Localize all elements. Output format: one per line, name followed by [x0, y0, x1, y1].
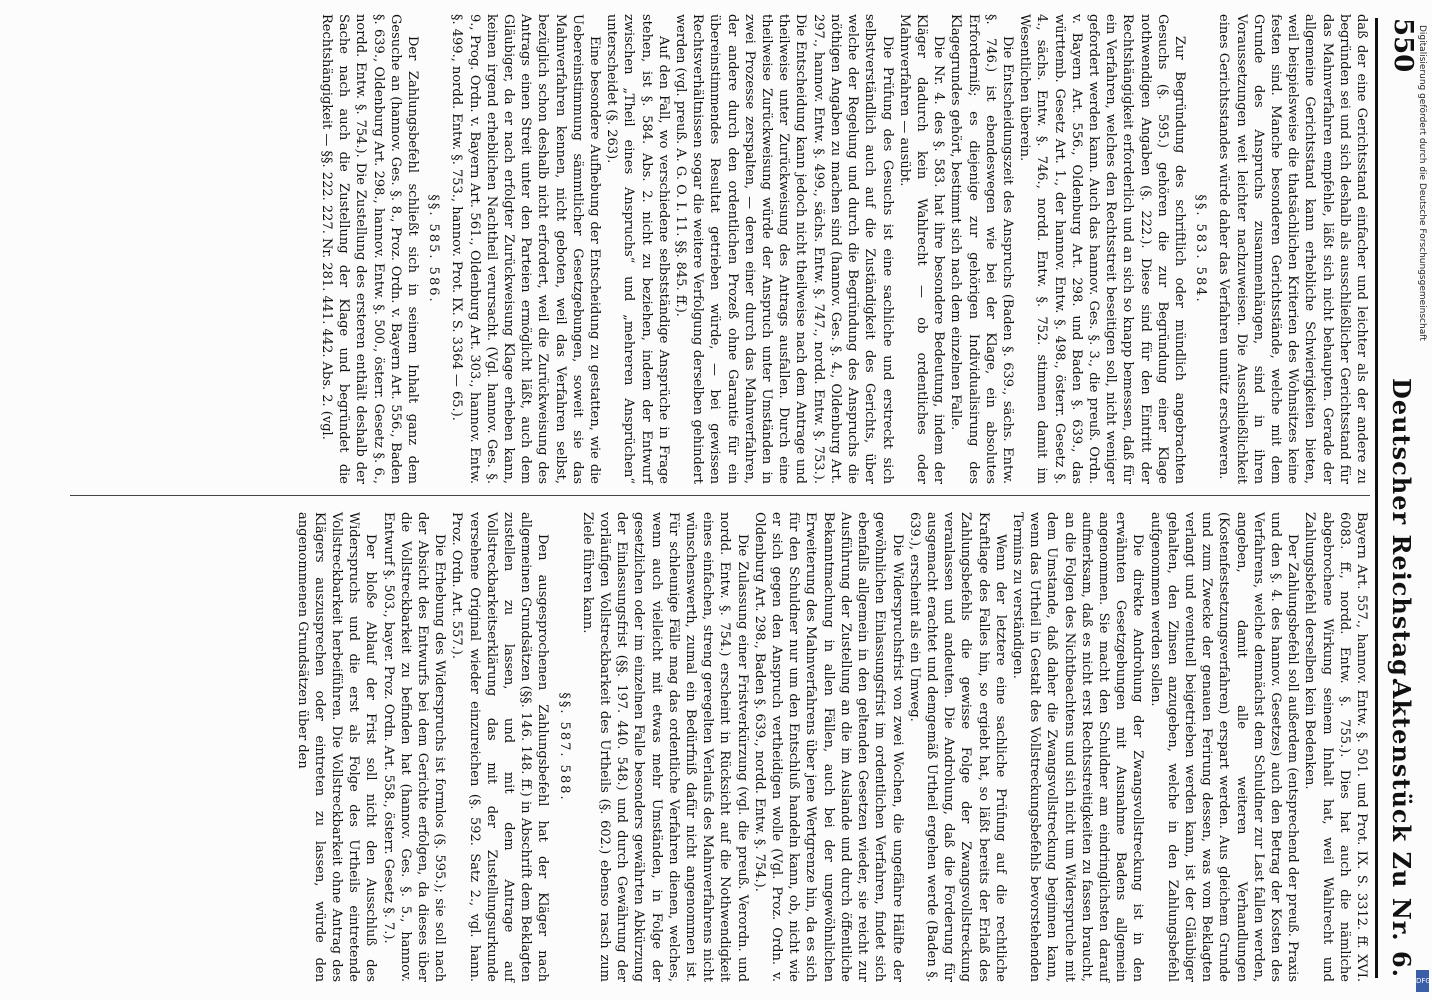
- section-heading: §§. 585. 586.: [426, 194, 442, 304]
- dfg-logo: DFG: [1416, 970, 1429, 992]
- document-number: Aktenstück Zu Nr. 6.: [1387, 679, 1416, 978]
- column-divider: [70, 495, 1370, 496]
- credit-text: Digitalisierung gefördert durch die Deutsche Forschungsgemeinschaft: [1417, 25, 1427, 341]
- paragraph: Wenn der letztere eine sachliche Prüfung auf die rechtliche Kraftlage des Falles hin, so ergiebt hat, so läßt bereits der Erlaß des Zahlungsbefehls die gewisse Folge der Zwangsvollstreckung veranlassen und andeuten. Die Androhung, daß die Forderung für ausgemacht erachtet und demgemäß Urtheil ergehen werde (Baden §. 639.), erscheint als ein Umweg.: [906, 512, 1008, 982]
- paragraph: Der bloße Ablauf der Frist soll nicht den Ausschluß des Widerspruchs und die erst als Folge des Urtheils eintretende Vollstreckbarkeit herbeiführen. Die Vollstreckbarkeit ohne Antrag des Klägers auszusprechen oder eintreten zu lassen, würde den angenommenen Grundsätzen über den: [294, 512, 379, 982]
- paragraph: Die Zulassung einer Fristverkürzung (vgl. die preuß. Verordn. und nordd. Entw. §. 754.) erscheint in Rücksicht auf die Nothwendigkeit eines einfachen, streng geregelten Verlaufs des Mahnverfahrens nicht wünschenswerth, zumal ein Bedürfniß dafür nicht angenommen ist. Für schleunige Fälle mag das ordentliche Verfahren dienen, welches, wenn auch vielleicht mit etwas mehr Umständen, in Folge der gesetzlichen oder im einzelnen Falle besonders gewährten Abkürzung der Einlassungsfrist (§§. 197. 440. 548.) und durch Gewährung der vorläufigen Vollstreckbarkeit des Urtheils (§. 602.) ebenso rasch zum Ziele führen kann.: [579, 512, 750, 982]
- paragraph: Die Erhebung des Widerspruchs ist formlos (§. 595.); sie soll nach der Absicht des Entwurfs bei dem Gerichte erfolgen, da dieses über die Vollstreckbarkeit zu befinden hat (hannov. Ges. §. 5., hannov. Entwurf §. 503., bayer. Proz. Ordn. Art. 558., österr. Gesetz §. 7.).: [380, 512, 448, 982]
- paragraph: Der Zahlungsbefehl soll außerdem (entsprechend der preuß. Praxis und den §. 4. des hannov. Gesetzes) auch den Betrag der Kosten des Verfahrens, welche demnächst dem Schuldner zur Last fallen werden, angeben, damit alle weiteren Verhandlungen (Kostenfestsetzungsverfahren) erspart werden. Aus gleichem Grunde und zum Zwecke der genauen Ferirung dessen, was vom Beklagten verlangt und eventuell beigetrieben werden kann, ist der Gläubiger gehalten, den Zinsen anzugeben, welche in den Zahlungsbefehl aufgenommen werden sollen.: [1147, 512, 1301, 982]
- section-heading: §§. 583. 584.: [1193, 194, 1209, 304]
- left-column: [318, 14, 1370, 484]
- paragraph: Die Nr. 4. des §. 583. hat ihre besondere Bedeutung, indem der Kläger dadurch kein Wahlrecht — ob ordentliches oder Mahnverfahren — ausübt.: [896, 14, 947, 484]
- paragraph: Zur Begründung des schriftlich oder mündlich angebrachten Gesuchs (§. 595.) gehören die zur Begründung einer Klage nothwendigen Angaben (§. 222.). Diese sind für den Eintritt der Rechtshängigkeit erforderlich und an sich so knapp bemessen, daß für ein Verfahren, welches den Rechtsstreit beseitigen soll, nicht weniger gefordert werden kann. Auch das hannov. Ges. §. 3., die preuß. Ordn. v. Bayern Art. 556., Oldenburg Art. 298. und Baden §. 639., das württemb. Gesetz Art. 1., der hannov. Entw. §. 498., österr. Gesetz §. 4., sächs. Entw. §. 746., nordd. Entw. §. 752. stimmen damit im Wesentlichen überein.: [1017, 14, 1187, 484]
- paragraph: Eine besondere Aufhebung der Entscheidung zu gestatten, wie die Uebereinstimmung sämmtlicher Gesetzgebungen, soweit sie das Mahnverfahren kennen, nicht geboten, weil das Verfahren selbst, bezüglich schon deshalb nicht erfordert, weil die Zurückweisung des Antrags einen Streit unter den Parteien ermöglicht läßt, auch dem Gläubiger, da er nach erfolgter Zurückweisung Klage erheben kann, keinen irgend erheblichen Nachtheil verursacht. (Vgl. hannov. Ges. §. 9., Prog. Ordn. v. Bayern Art. 561., Oldenburg Art. 303., hannov. Entw. §. 499., nordd. Entw. §. 753., hannov. Prot. IX. S. 3364 — 65.).: [449, 14, 603, 484]
- paragraph: Die Prüfung des Gesuchs ist eine sachliche und erstreckt sich selbstverständlich auch auf die Zuständigkeit des Gerichts, über welche der Regelung und durch die Begründung des Anspruchs die nöthigen Angaben zu machen sind (hannov. Ges. §. 4., Oldenburg Art. 297., hannov. Entw. §. 499., sächs. Entw. §. 747., nordd. Entw. §. 753.). Die Entscheidung kann jedoch nicht theilweise nach dem Antrage und theilweise unter Zurückweisung des Antrags ausfallen. Durch eine theilweise Zurückweisung würde der Anspruch unter Umständen in zwei Prozesse zerspalten, — deren einer durch das Mahnverfahren, der andere durch den ordentlichen Prozeß ohne Garantie für ein übereinstimmendes Resultat getrieben würde, — bei gewissen Rechtsverhältnissen sogar die weitere Verfolgung derselben gehindert werden (vgl. preuß. A. G. O. I. 11. §§. 845. ff.).: [673, 14, 895, 484]
- running-title: Deutscher Reichstag.: [1387, 378, 1416, 687]
- paragraph: Die Widerspruchsfrist von zwei Wochen, die ungefähre Hälfte der gewöhnlichen Einlassungsfrist im ordentlichen Verfahren, findet sich ebenfalls allgemein in den geltenden Gesetzen wieder, sie reicht zur Ausführung der Zustellung an die im Auslande und durch öffentliche Bekanntmachung in allen Fällen, auch bei der ungewöhnlichen Erweiterung des Mahnverfahrens über jene Wertgrenze hin, da es sich für den Schuldner nur um den Entschluß handeln kann, ob, nicht wie er sich gegen den Anspruch vertheidigen wolle (Vgl. Proz. Ordn. v. Oldenburg Art. 298., Baden §. 639., nordd. Entw. §. 754.).: [751, 512, 905, 982]
- paragraph: Die direkte Androhung der Zwangsvollstreckung ist in den erwähnten Gesetzgebungen mit Ausnahme Badens allgemein angenommen. Sie macht den Schuldner am eindringlichsten darauf aufmerksam, daß es nicht erst Rechtsstreitigkeiten zu fassen braucht, an die Folgen des Nichtbeachtens und sich nicht um Widerspruche mit dem Umstande, daß daher die Zwangsvollstreckung beginnen kann, wenn das Urtheil in Gestalt des Vollstreckungsbefehls bevorstehenden Termins zu verständigen.: [1009, 512, 1146, 982]
- paragraph: Die Entscheidungszeit des Anspruchs (Baden §. 639., sächs. Entw. §. 746.) ist ebendeswegen wie bei der Klage, ein absolutes Erforderniß; es diejenige zur gehörigen Individualisirung des Klagegrundes gehört, bestimmt sich nach dem einzelnen Falle.: [948, 14, 1015, 484]
- page-header: [1375, 18, 1418, 978]
- paragraph: daß der eine Gerichtsstand einfacher und leichter als der andere zu begründen sei und sich deshalb als ausschließlicher Gerichtsstand für das Mahnverfahren empfehle, läßt sich nicht behaupten. Gerade der allgemeine Gerichtsstand kann erhebliche Schwierigkeiten bieten, weil beispielsweise die thatsächlichen Kriterien des Wohnsitzes keine festen sind. Manche besonderen Gerichtsstände, welche mit dem Grunde des Anspruchs zusammenhängen, sind in ihren Voraussetzungen weit leichter nachzuweisen. Die Ausschließlichkeit eines Gerichtsstandes würde daher das Verfahren unnütz erschweren.: [1216, 14, 1369, 484]
- digitization-credit: [1416, 20, 1430, 980]
- paragraph: Auf den Fall, wo verschiedene selbstständige Ansprüche in Frage stehen, ist §. 584. Abs. 2. nicht zu beziehen, indem der Entwurf zwischen „Theil eines Anspruchs“ und „mehreren Ansprüchen“ unterscheidet (§. 263).: [604, 14, 671, 484]
- paragraph: Der Zahlungsbefehl schließt sich in seinem Inhalt ganz dem Gesuche an (hannov. Ges. §. 8., Proz. Ordn. v. Bayern Art. 556., Baden §. 639., Oldenburg Art. 298., hannov. Entw. §. 500., österr. Gesetz §. 6., nordd. Entw. §. 754.). Die Zustellung des ersteren enthält deshalb der Sache nach auch die Zustellung der Klage und begründet die Rechtshängigkeit — §§. 222. 227. Nr. 281. 441. 442. Abs. 2. (vgl.: [319, 14, 421, 484]
- section-heading: §§. 587. 588.: [556, 692, 572, 802]
- right-column: [293, 512, 1370, 982]
- paragraph: Den ausgesprochenen Zahlungsbefehl hat der Kläger nach allgemeinen Grundsätzen (§§. 146. 148. ff.) in Abschrift dem Beklagten zustellen zu lassen, und mit dem Antrage auf Vollstreckbarkeitserklärung das mit der Zustellungsurkunde versehene Original wieder einzureichen (§. 592. Satz 2., vgl. hann. Proz. Ordn. Art. 557.).: [449, 512, 551, 982]
- paragraph: Bayern Art. 557., hannov. Entw. §. 501. und Prot. IX. S. 3312. ff. XVI. 6083. ff., nordd. Entw. §. 755.). Dies hat auch die nämliche abgebrochene Wirkung seinem Inhalt hat, weil Wahlrecht und Zahlungsbefehl derselben kein Bedenken.: [1302, 512, 1369, 982]
- page-number: 550: [1388, 18, 1418, 73]
